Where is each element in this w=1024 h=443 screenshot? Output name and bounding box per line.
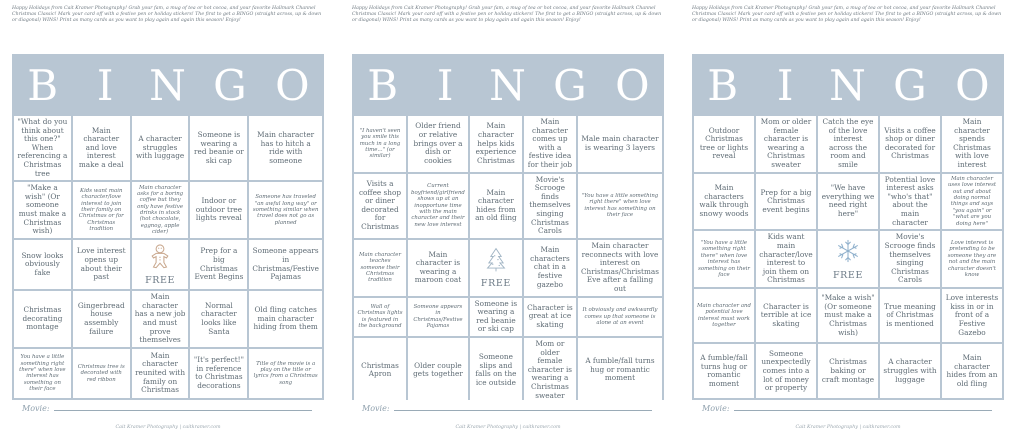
bingo-square[interactable] [694,231,754,287]
header-letter: I [776,60,795,110]
header-letter: G [553,60,588,110]
bingo-square[interactable] [408,338,468,402]
bingo-square-text: Gingerbread house assembly failure [77,300,125,336]
bingo-square-text: Main character helps kids experience Christmas [475,121,517,165]
bingo-square-text: Someone appears in Christmas/Festive Pajamas [413,304,463,330]
bingo-square-text: "It's perfect!" in reference to Christmas decorations [193,355,244,390]
bingo-square-text: Someone is wearing a red beanie or ski cap [194,129,244,165]
bingo-square[interactable] [470,338,522,402]
bingo-square[interactable] [408,174,468,238]
bingo-square-text: Christmas decorating montage [22,305,63,332]
bingo-square-text: Normal character looks like Santa [200,300,237,336]
movie-write-line[interactable] [394,409,652,411]
bingo-square[interactable] [14,182,71,238]
bingo-square-text: Potential love interest asks "who's that" about the main character [884,174,936,227]
bingo-square[interactable] [880,289,940,343]
bingo-square-text: Outdoor Christmas tree or lights reveal [699,125,749,161]
bingo-square[interactable] [694,174,754,230]
header-letter: I [436,60,455,110]
bingo-square-text: Someone slips and falls on the ice outside [475,351,517,387]
header-letter: O [615,60,651,110]
bingo-square[interactable] [190,182,247,238]
bingo-square-text: Main character hides from an old fling [946,353,998,388]
movie-field[interactable] [22,404,312,413]
header-letter: N [829,60,867,110]
bingo-square[interactable] [14,349,71,398]
bingo-square[interactable] [132,291,189,347]
bingo-square[interactable] [524,116,576,172]
bingo-card-3 [680,0,1010,443]
bingo-square-text: Someone appears in Christmas/Festive Pajamas [252,246,319,282]
bingo-square-text: Love interest opens up about their past [76,246,126,282]
bingo-square-text: Main character hides from an old fling [475,187,517,223]
bingo-square[interactable] [249,182,322,238]
bingo-square[interactable] [354,338,406,402]
bingo-square[interactable] [73,182,130,238]
bingo-square[interactable] [880,116,940,172]
bingo-square-text: Mom or older female character is wearing a Christmas sweater [760,117,812,170]
bingo-square[interactable] [818,116,878,172]
christmas-tree-icon [483,246,509,276]
bingo-square[interactable] [756,116,816,172]
bingo-header [692,54,1004,116]
bingo-square[interactable] [354,174,406,238]
bingo-square-text: Male main character is wearing 3 layers [581,134,659,152]
bingo-square-text: "You have a little something right there" when love interest has something on their face [698,240,750,278]
bingo-square[interactable] [694,116,754,172]
bingo-header [352,54,664,116]
header-letter: G [213,60,248,110]
bingo-square-text: Main character and potential love interest must work together [697,302,751,329]
header-letter: B [707,60,740,110]
bingo-square-text: Current boyfriend/girlfriend shows up at an inopportune time with the main character and their new love interest [411,183,465,228]
header-letter: B [27,60,60,110]
bingo-square[interactable] [524,240,576,296]
footer-credit: Cait Kramer Photography | caitkramer.com [115,425,221,430]
bingo-square[interactable] [354,240,406,296]
intro-text: Happy Holidays from Cait Kramer Photography! Grab your fam, a mug of tea or hot cocoa, and your favorite Hallmark Channel Christmas Classic! Mark your card off with a festive pen or holiday stickers! The first to get a BINGO (straight across, up & down or diagonal) WINS! Print as many cards as you want to play again and again this season! Enjoy! [352,6,662,24]
bingo-square[interactable] [249,116,322,180]
bingo-square-text: Love interests kiss in or in front of a Festive Gazebo [945,293,999,337]
bingo-square[interactable] [578,116,662,172]
bingo-square[interactable] [818,289,878,343]
bingo-square[interactable] [470,174,522,238]
bingo-square-text: Someone is wearing a red beanie or ski cap [474,298,518,334]
bingo-square[interactable] [73,291,130,347]
bingo-square[interactable] [880,174,940,230]
gingerbread-icon [147,243,173,273]
bingo-square-text: "I haven't seen you smile this much in a long time..." (or similar) [359,127,401,160]
movie-label: Movie: [22,404,50,413]
bingo-square-text: "You have a little something right there" when love interest has something on their face [581,193,659,219]
bingo-square[interactable] [756,289,816,343]
bingo-square-text: Main characters chat in a festive gazebo [530,245,570,289]
bingo-square-text: Prep for a big Christmas Event Begins [194,246,244,282]
bingo-grid [14,116,322,398]
bingo-square-text: Movie's Scrooge finds themselves singing Christmas Carols [884,232,936,285]
bingo-square-text: Movie's Scrooge finds themselves singing Christmas Carols [529,174,571,236]
bingo-square-text: A fumble/fall turns hug or romantic moment [585,356,655,383]
bingo-board [352,54,664,400]
bingo-square[interactable] [524,174,576,238]
bingo-square[interactable] [132,182,189,238]
bingo-square[interactable] [756,174,816,230]
free-space[interactable] [470,240,522,296]
bingo-square[interactable] [694,289,754,343]
bingo-square[interactable] [190,240,247,289]
bingo-square-text: "What do you think about this one?" When referencing a Christmas tree [17,117,68,178]
bingo-square-text: Indoor or outdoor tree lights reveal [195,196,243,223]
bingo-card-1 [0,0,330,443]
bingo-square[interactable] [942,116,1002,172]
bingo-grid [354,116,662,398]
footer-credit: Cait Kramer Photography | caitkramer.com [795,425,901,430]
bingo-square[interactable] [14,116,71,180]
bingo-square-text: Love interest is pretending to be someone they are not and the main character doesn't know [947,240,997,278]
bingo-board [12,54,324,400]
bingo-square-text: Christmas tree is decorated with red ribbon [77,363,125,383]
bingo-square[interactable] [249,349,322,398]
bingo-square[interactable] [132,116,189,180]
header-letter: I [96,60,115,110]
bingo-square-text: Visits a coffee shop or diner decorated for Christmas [884,125,936,161]
bingo-square[interactable] [578,174,662,238]
bingo-square[interactable] [942,231,1002,287]
bingo-square[interactable] [354,298,406,336]
bingo-square[interactable] [880,231,940,287]
bingo-square[interactable] [73,116,130,180]
bingo-square[interactable] [190,116,247,180]
bingo-square-text: Main character teaches someone their Christmas tradition [358,251,402,284]
bingo-square-text: Main character comes up with a festive idea for their job [527,117,573,170]
bingo-square-text: Main character has to hitch a ride with someone [257,129,315,165]
bingo-square-text: Visits a coffee shop or diner decorated for Christmas [358,178,402,231]
bingo-square-text: Character is great at ice skating [527,302,573,330]
free-label: FREE [480,278,511,290]
bingo-square-text: Prep for a big Christmas event begins [760,187,812,214]
header-letter: G [893,60,928,110]
bingo-square[interactable] [14,291,71,347]
bingo-square-text: A fumble/fall turns hug or romantic moment [700,353,748,388]
bingo-square-text: It obviously and awkwardly comes up that someone is alone at an event [582,307,658,326]
bingo-square-text: Catch the eye of the love interest across the room and smile [822,117,874,170]
bingo-square-text: A character struggles with luggage [135,134,185,161]
bingo-square-text: Wall of Christmas lights is featured in the background [357,304,403,330]
bingo-square[interactable] [408,240,468,296]
bingo-card-2 [340,0,670,443]
movie-label: Movie: [362,404,390,413]
header-letter: O [955,60,991,110]
bingo-square[interactable] [190,349,247,398]
header-letter: O [275,60,311,110]
movie-field[interactable] [362,404,652,413]
bingo-square[interactable] [578,240,662,296]
bingo-square-text: Main characters walk through snowy woods [699,183,749,219]
header-letter: N [489,60,527,110]
bingo-square-text: Main character uses love interest out and about doing normal things and says "you again" or "what are you doing here" [947,175,997,227]
bingo-square[interactable] [73,349,130,398]
bingo-square-text: Older couple gets together [413,360,463,379]
bingo-square-text: Main character spends Christmas with love interest [953,117,991,170]
bingo-square-text: Main character and love interest make a deal [78,125,124,170]
bingo-square-text: Christmas Apron [361,360,399,379]
bingo-square-text: A character struggles with luggage [883,357,937,384]
bingo-square-text: Someone has traveled "an awful long way" or something similar when travel does not go as planned [252,194,319,226]
movie-write-line[interactable] [734,409,992,411]
movie-field[interactable] [702,404,992,413]
bingo-square-text: You have a little something right there" when love interest has something on their face [19,354,66,393]
bingo-square[interactable] [524,298,576,336]
bingo-square-text: Main character asks for a boring coffee but they only have festive drinks in stock (hot chocolate, eggnog, apple cider) [137,184,184,236]
bingo-grid [694,116,1002,398]
intro-text: Happy Holidays from Cait Kramer Photography! Grab your fam, a mug of tea or hot cocoa, and your favorite Hallmark Channel Christmas Classic! Mark your card off with a festive pen or holiday stickers! The first to get a BINGO (straight across, up & down or diagonal) WINS! Print as many cards as you want to play again and again this season! Enjoy! [12,6,322,24]
bingo-square[interactable] [470,298,522,336]
bingo-square-text: Main character has a new job and must prove themselves [134,292,186,345]
bingo-square-text: Main character is wearing a maroon coat [414,249,462,285]
bingo-square-text: Kids want main character/love interest to join their family on Christmas or for Christmas tradition [78,187,124,233]
free-label: FREE [832,269,863,281]
bingo-square-text: Main character reunited with family on Christmas [135,350,186,395]
bingo-header [12,54,324,116]
movie-label: Movie: [702,404,730,413]
bingo-square-text: Character is terrible at ice skating [760,301,812,329]
bingo-square[interactable] [578,338,662,402]
movie-write-line[interactable] [54,409,312,411]
bingo-square[interactable] [14,240,71,289]
bingo-square[interactable] [818,174,878,230]
free-space[interactable] [818,231,878,287]
snowflake-icon [835,238,861,268]
bingo-square-text: Main character reconnects with love interest on Christmas/Christmas Eve after a falling out [580,240,660,293]
bingo-square[interactable] [408,298,468,336]
bingo-square-text: "Make a wish" (Or someone must make a Christmas wish) [18,183,67,236]
bingo-square-text: Title of the movie is a play on the title or lyrics from a Christmas song [253,360,318,386]
bingo-square[interactable] [354,116,406,172]
bingo-square-text: Old fling catches main character hiding from them [253,305,318,332]
bingo-square-text: "We have everything we need right here" [821,183,875,219]
bingo-square[interactable] [578,298,662,336]
bingo-square[interactable] [942,289,1002,343]
bingo-square-text: True meaning of Christmas is mentioned [884,301,936,329]
bingo-square-text: Christmas baking or craft montage [821,357,875,384]
intro-text: Happy Holidays from Cait Kramer Photography! Grab your fam, a mug of tea or hot cocoa, and your favorite Hallmark Channel Christmas Classic! Mark your card off with a festive pen or holiday stickers! The first to get a BINGO (straight across, up & down or diagonal) WINS! Print as many cards as you want to play again and again this season! Enjoy! [692,6,1002,24]
free-space[interactable] [132,240,189,289]
bingo-square-text: Mom or older female character is wearing a Christmas sweater [527,339,573,400]
bingo-square[interactable] [818,344,878,398]
bingo-square[interactable] [470,116,522,172]
bingo-square-text: Kids want main character/love interest to join them on Christmas [759,232,813,285]
bingo-square[interactable] [756,231,816,287]
bingo-square[interactable] [132,349,189,398]
bingo-square[interactable] [880,344,940,398]
bingo-square[interactable] [942,344,1002,398]
bingo-square[interactable] [190,291,247,347]
bingo-square-text: "Make a wish" (Or someone must make a Christmas wish) [821,293,875,337]
bingo-square[interactable] [942,174,1002,230]
bingo-square-text: Someone unexpectedly comes into a lot of money or property [761,348,811,393]
header-letter: N [149,60,187,110]
bingo-square[interactable] [756,344,816,398]
bingo-square[interactable] [249,240,322,289]
bingo-square-text: Older friend or relative brings over a dish or cookies [413,121,463,165]
bingo-square[interactable] [694,344,754,398]
footer-credit: Cait Kramer Photography | caitkramer.com [455,425,561,430]
free-label: FREE [145,275,176,287]
bingo-square[interactable] [408,116,468,172]
header-letter: B [367,60,400,110]
bingo-board [692,54,1004,400]
bingo-square[interactable] [73,240,130,289]
bingo-square-text: Snow looks obviously fake [21,250,64,277]
bingo-square[interactable] [249,291,322,347]
bingo-square[interactable] [524,338,576,402]
